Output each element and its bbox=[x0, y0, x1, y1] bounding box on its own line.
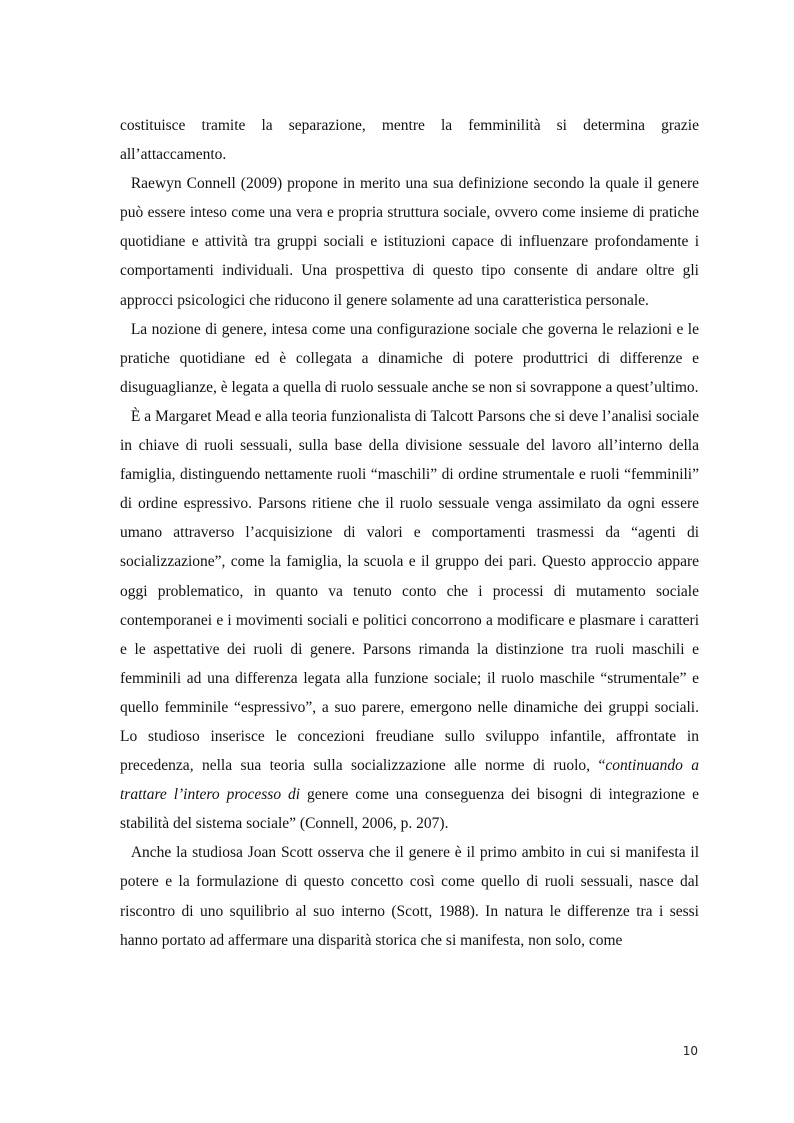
paragraph-2-text: Raewyn Connell (2009) propone in merito una sua definizione secondo la quale il genere può essere inteso come una vera e propria struttura sociale, ovvero come insieme di pratiche quotidiane e attività tra gruppi sociali e istituzioni capace di influenzare profondamente i comportamenti individuali. Una prospettiva di questo tipo consente di andare oltre gli approcci psicologici che riducono il genere solamente ad una caratteristica personale. bbox=[120, 175, 699, 309]
paragraph-4-quote-italic: continuando a trattare l’intero processo di bbox=[120, 757, 699, 804]
paragraph-4-text: È a Margaret Mead e alla teoria funzionalista di Talcott Parsons che si deve l’analisi sociale in chiave di ruoli sessuali, sulla base della divisione sessuale del lavoro all’interno della famiglia, distinguendo nettamente ruoli “maschili” di ordine strumentale e ruoli “femminili” di ordine espressivo. Parsons ritiene che il ruolo sessuale venga assimilato da ogni essere umano attraverso l’acquisizione di valori e comportamenti trasmessi da “agenti di socializzazione”, come la famiglia, la scuola e il gruppo dei pari. Questo approccio appare oggi problematico, in quanto va tenuto conto che i processi di mutamento sociale contemporanei e i movimenti sociali e politici concorrono a modificare e plasmare i caratteri e le aspettative dei ruoli di genere. Parsons rimanda la distinzione tra ruoli maschili e femminili ad una differenza legata alla funzione sociale; il ruolo maschile “strumentale” e quello femminile “espressivo”, a suo parere, emergono nelle dinamiche dei gruppi sociali. Lo studioso inserisce le concezioni freudiane sullo sviluppo infantile, affrontate in precedenza, nella sua teoria sulla socializzazione alle norme di ruolo, “ bbox=[120, 407, 699, 775]
paragraph-3-text: La nozione di genere, intesa come una configurazione sociale che governa le relazioni e le pratiche quotidiane ed è collegata a dinamiche di potere produttrici di differenze e disuguaglianze, è legata a quella di ruolo sessuale anche se non si sovrappone a quest’ultimo. bbox=[120, 320, 699, 396]
paragraph-2 bbox=[120, 169, 699, 314]
paragraph-1-text: costituisce tramite la separazione, mentre la femminilità si determina grazie all’attaccamento. bbox=[120, 117, 699, 164]
paragraph-3 bbox=[120, 315, 699, 402]
paragraph-4 bbox=[120, 402, 699, 838]
body-text bbox=[120, 111, 699, 955]
page-number: 10 bbox=[682, 1044, 698, 1058]
paragraph-5 bbox=[120, 838, 699, 954]
paragraph-1 bbox=[120, 111, 699, 169]
paragraph-5-text: Anche la studiosa Joan Scott osserva che il genere è il primo ambito in cui si manifesta il potere e la formulazione di questo concetto così come quello di ruoli sessuali, nasce dal riscontro di uno squilibrio al suo interno (Scott, 1988). In natura le differenze tra i sessi hanno portato ad affermare una disparità storica che si manifesta, non solo, come bbox=[120, 844, 699, 949]
paragraph-4-text-end: genere come una conseguenza dei bisogni di integrazione e stabilità del sistema sociale” (Connell, 2006, p. 207). bbox=[120, 786, 700, 833]
